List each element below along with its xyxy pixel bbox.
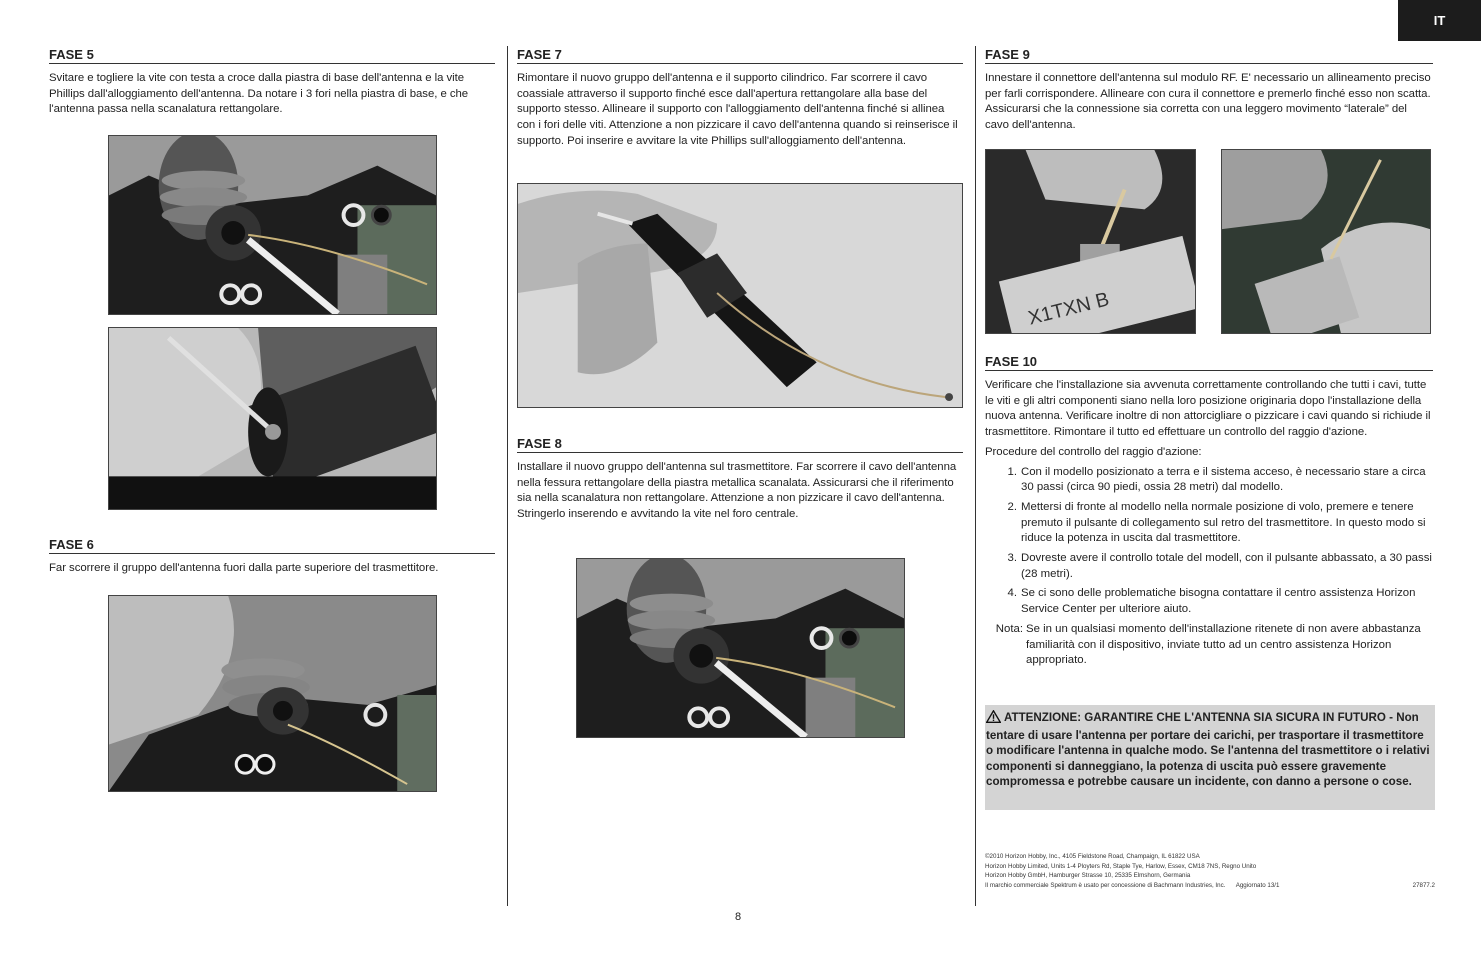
fase7-title: FASE 7 — [517, 47, 963, 64]
fase8-text: Installare il nuovo gruppo dell'antenna sul trasmettitore. Far scorrere il cavo dell'antenna nella fessura rettangolare della piastra metallica scanalata. Assicurarsi che il riferimento sia nella scanalatura non rettangolare. Attenzione a non pizzicare il cavo dell'antenna. Stringerlo inserendo e avvitando la vite nel foro centrale. — [517, 461, 957, 521]
warning-triangle-icon — [986, 710, 1001, 728]
note-text: Se in un qualsiasi momento dell'installazione ritenete di non avere abbastanza familiarità con il dispositivo, inviate tutto ad un centro assistenza Horizon appropriato. — [1026, 622, 1421, 667]
fase9-title: FASE 9 — [985, 47, 1433, 64]
fase9-photo-connector-press — [1221, 149, 1431, 334]
footer-line-2: Horizon Hobby Limited, Units 1-4 Ployters Rd, Staple Tye, Harlow, Essex, CM18 7NS, Regno Unito — [985, 862, 1257, 870]
fase10-title: FASE 10 — [985, 354, 1433, 371]
fase9-text: Innestare il connettore dell'antenna sul modulo RF. E' necessario un allineamento preciso per farli corrispondere. Allineare con cura il connettore e premerlo finché esso non scatta. Assicurarsi che la connessione sia corretta con una leggero movimento “laterale” del cavo dell'antenna. — [985, 72, 1431, 132]
language-tab: IT — [1398, 0, 1481, 41]
list-item: 1. Con il modello posizionato a terra e il sistema acceso, è necessario stare a circa 30 passi (circa 90 piedi, ossia 28 metri) dal modello. — [1007, 465, 1426, 494]
footer-line-4: Il marchio commerciale Spektrum è usato per concessione di Bachmann Industries, Inc. — [985, 882, 1226, 890]
column-divider-right — [975, 46, 976, 906]
footer-updated: Aggiornato 13/1 — [1235, 882, 1280, 890]
fase10-section — [985, 354, 1433, 671]
column-1 — [49, 47, 495, 118]
fase6-section — [49, 537, 495, 577]
footer — [985, 852, 1435, 891]
fase6-text: Far scorrere il gruppo dell'antenna fuori dalla parte superiore del trasmettitore. — [49, 562, 439, 574]
footer-line-4-row — [985, 881, 1435, 891]
fase6-title: FASE 6 — [49, 537, 495, 554]
footer-line-3: Horizon Hobby GmbH, Hamburger Strasse 10, 25335 Elmshorn, Germania — [985, 872, 1191, 880]
fase10-text: Verificare che l'installazione sia avvenuta correttamente controllando che tutti i cavi, tutte le viti e gli altri componenti siano nella loro posizione originaria dopo l'installazione della nuova antenna. Verificare inoltre di non attorcigliare o pizzicare i cavi quando si richiude il trasmettitore. Rimontare il tutto ed effettuare un controllo del raggio d'azione. — [985, 379, 1431, 439]
fase9-module-label: X1TXN B — [1025, 288, 1112, 330]
fase5-title: FASE 5 — [49, 47, 495, 64]
fase7-photo-antenna-support — [517, 183, 963, 408]
procedure-steps — [985, 465, 1433, 618]
footer-code: 27877.2 — [1412, 882, 1435, 890]
fase8-section — [517, 436, 963, 523]
fase7-text: Rimontare il nuovo gruppo dell'antenna e il supporto cilindrico. Far scorrere il cavo coassiale attraverso il supporto finché esce dall'apertura rettangolare alla base del supporto stesso. Allineare il supporto con l'alloggiamento dell'antenna finché si allinea con i fori delle viti. Attenzione a non pizzicare il cavo dell'antenna quando si reinserisce il supporto. Poi inserire e avvitare la vite Phillips sull'alloggiamento dell'antenna. — [517, 72, 958, 147]
column-divider-left — [507, 46, 508, 906]
fase5-photo-phillips-screw — [108, 327, 437, 510]
fase5-text: Svitare e togliere la vite con testa a croce dalla piastra di base dell'antenna e la vite Phillips dall'alloggiamento dell'antenna. Da notare i 3 fori nella piastra di base, e che l'antenna passa nella scanalatura rettangolare. — [49, 72, 469, 116]
fase9-photo-connector-align — [985, 149, 1196, 334]
fase5-photo-screw-removal — [108, 135, 437, 315]
fase8-photo-antenna-install — [576, 558, 905, 738]
note — [985, 622, 1433, 669]
list-item: 3. Dovreste avere il controllo totale del modell, con il pulsante abbassato, a 30 passi (28 metri). — [1007, 552, 1432, 580]
fase6-photo-antenna-slide-out — [108, 595, 437, 792]
list-item: 2. Mettersi di fronte al modello nella normale posizione di volo, premere e tenere premuto il pulsante di collegamento sul retro del trasmettitore. In questo modo si riduce la potenza in uscita dal trasmettitore. — [1007, 500, 1426, 545]
page-number: 8 — [735, 911, 742, 923]
note-label: Nota: — [995, 622, 1023, 635]
fase8-title: FASE 8 — [517, 436, 963, 453]
procedure-title: Procedure del controllo del raggio d'azione: — [985, 445, 1202, 458]
column-2 — [517, 47, 963, 150]
list-item: 4. Se ci sono delle problematiche bisogna contattare il centro assistenza Horizon Service Center per ulteriore aiuto. — [1007, 587, 1416, 616]
warning-box — [985, 705, 1435, 810]
warning-text: ATTENZIONE: GARANTIRE CHE L'ANTENNA SIA SICURA IN FUTURO - Non tentare di usare l'antenna per portare dei carichi, per trasportare il trasmettitore o modificare l'antenna in qualche modo. Se l'antenna del trasmettitore o i relativi componenti si danneggiano, la potenza di uscita può essere gravemente compromessa e potrebbe causare un incidente, con danno a persone o cose. — [986, 711, 1430, 789]
footer-line-1: ©2010 Horizon Hobby, Inc., 4105 Fieldstone Road, Champaign, IL 61822 USA — [985, 853, 1200, 860]
column-3 — [985, 47, 1433, 134]
